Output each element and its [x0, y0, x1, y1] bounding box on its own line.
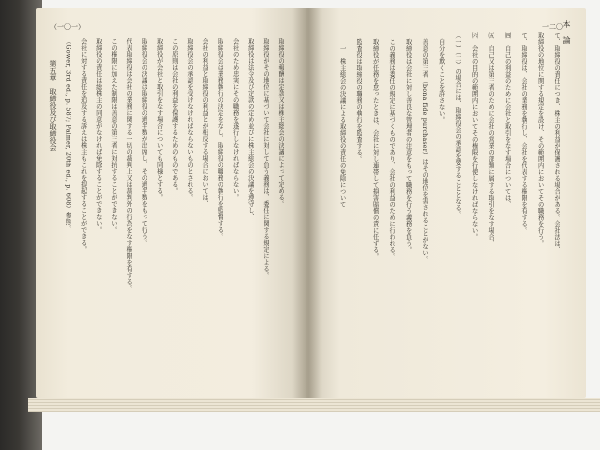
text-column: ㈣ 自己の利益のために会社と取引をなす場合については、	[503, 32, 511, 208]
text-column: 自分を欺くことを許さない。	[437, 32, 445, 123]
page-edges	[28, 398, 600, 412]
text-column: 会社に対する責任を追及する訴えは株主もこれを提起することができる。	[79, 38, 87, 253]
text-column: 取締役の地位に関する規定を設け、その範囲内においてその職務を行う。	[536, 32, 544, 247]
left-page-number: （一〇一）	[50, 23, 85, 31]
text-column: 取締役会の承認を受けなければならないものとされる。	[186, 38, 193, 201]
text-column: 取締役がその地位に基づいて会社に対して負う義務は、委任に関する規定による。	[262, 38, 269, 279]
text-column: て、取締役は、会社の業務を執行し、会社を代表する権限を有する。	[520, 32, 528, 234]
text-column: （Gower, 3rd ed., p. 587; Palmer, 20th ed., p. 608）参照。	[64, 38, 72, 232]
text-column: 取締役が会社と取引をなす場合についても同様とする。	[155, 38, 163, 201]
text-column: 監査役は取締役の職務の執行を監査する。	[355, 32, 363, 162]
text-column: （一）（二）の場合には、取締役会の承認を要することとなる。	[454, 32, 462, 218]
right-page-number: 一二〇	[542, 23, 563, 31]
text-column: ㈤ 自己又は第三者のために会社の営業の部類に属する取引をなす場合、	[487, 32, 495, 247]
text-column: この義務は委任の規定に基づくものであり、会社の利益のために行われる。	[388, 32, 396, 260]
text-column: この権限に加えた制限は善意の第三者に対抗することができない。	[110, 38, 117, 233]
book-gutter	[292, 8, 322, 398]
text-column: 取締役の責任は総株主の同意がなければ免除することができない。	[94, 38, 102, 233]
open-book	[28, 0, 600, 440]
text-column: 取締役の報酬は定款又は株主総会の決議によって定める。	[277, 38, 285, 207]
text-column: 取締役会の決議は取締役の過半数が出席し、その過半数をもって行う。	[140, 38, 148, 246]
text-column: ㈥ 会社の目的の範囲内においてその権限を行使しなければならない。	[470, 32, 478, 240]
text-column: 取締役は法令及び定款の定め並びに株主総会の決議を遵守し、	[246, 38, 254, 220]
text-column: 代表取締役は会社の業務に関する一切の裁判上又は裁判外の行為をなす権限を有する。	[125, 38, 133, 292]
text-column: 取締役会は業務執行の決定をなし、取締役の職務の執行を監督する。	[216, 38, 224, 240]
text-column: 取締役が任務を怠ったときは、会社に対し連帯して損害賠償の責に任ずる。	[371, 32, 379, 260]
right-page	[306, 8, 586, 398]
text-column: 一 株主総会の決議による取締役の責任の免除について	[338, 32, 346, 208]
text-column: 会社のため忠実にその職務を遂行しなければならない。	[231, 38, 239, 201]
text-column: この原則は会社の利益を保護するためのものである。	[170, 38, 178, 194]
left-page	[36, 8, 306, 398]
text-column: て、取締役の責任につき、株主の利益が保護される場合がある。会社法は、	[553, 32, 561, 253]
left-running-head: 第五章 取締役及び取締役会	[49, 60, 57, 151]
right-running-head: 本 論	[562, 20, 571, 44]
text-column: 取締役は会社に対し善良な管理者の注意をもって職務を行う義務を負う。	[404, 32, 412, 253]
text-column: 会社の利益と取締役の利益とが相反する場合においては、	[201, 38, 209, 207]
text-column: 善意の第三者（bona fide purchaser）はその地位を害されることがない。	[421, 32, 429, 263]
